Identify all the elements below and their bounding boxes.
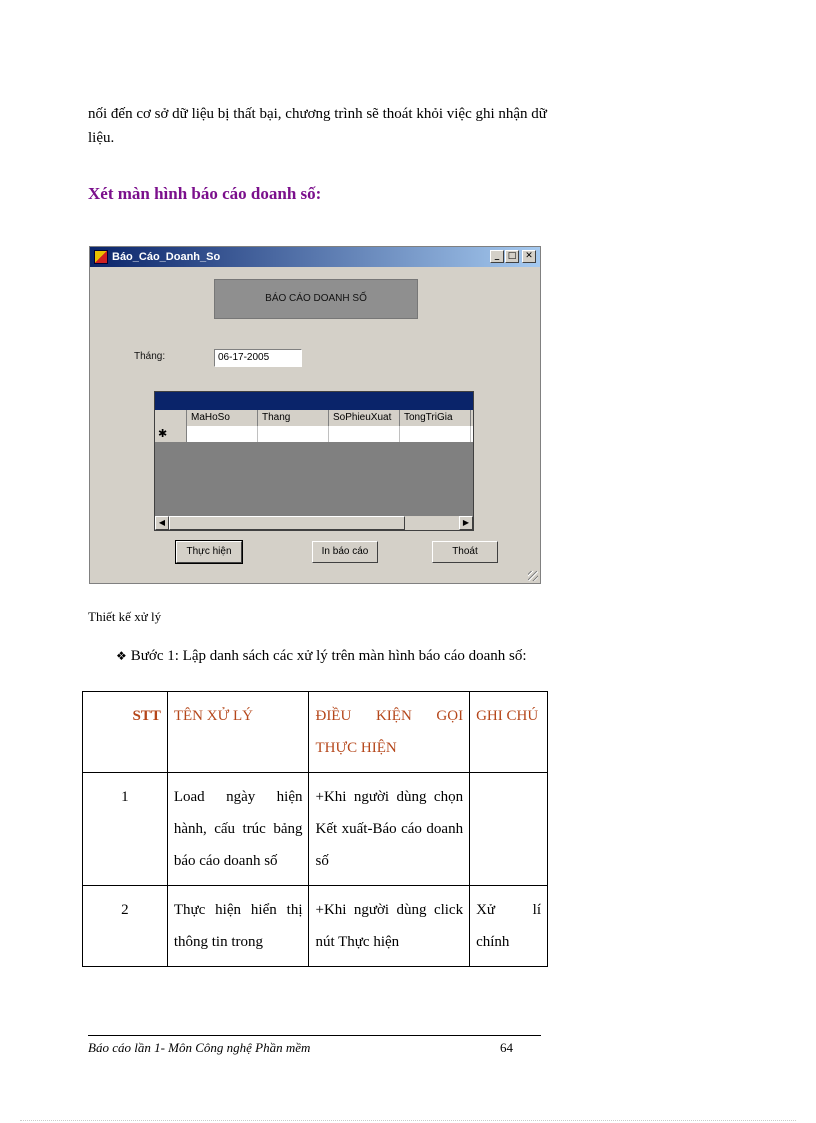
row-condition: +Khi người dùng chọn Kết xuất-Báo cáo doanh số [309,773,470,886]
section-heading: Xét màn hình báo cáo doanh số: [88,184,322,203]
grid-column-header[interactable]: TongTriGia [400,410,471,426]
diamond-bullet-icon: ❖ [116,649,127,663]
header-name: TÊN XỬ LÝ [167,692,309,773]
row-note: Xử lí chính [470,886,548,967]
window-titlebar [90,247,540,267]
header-condition: ĐIỀU KIỆN GỌI THỰC HIỆN [309,692,470,773]
row-name: Thực hiện hiển thị thông tin trong [167,886,309,967]
execute-button[interactable]: Thực hiện [176,541,242,563]
grid-header-row [155,410,473,426]
app-icon [94,250,108,264]
footer-divider [88,1035,541,1036]
close-icon[interactable]: ✕ [522,250,536,263]
header-note: GHI CHÚ [470,692,548,773]
grid-horizontal-scrollbar[interactable] [155,516,473,530]
processing-table [82,691,548,967]
table-header-row [83,692,548,773]
intro-paragraph: nối đến cơ sở dữ liệu bị thất bại, chương trình sẽ thoát khỏi việc ghi nhận dữ liệu. [88,106,547,146]
footer-text: Báo cáo lần 1- Môn Công nghệ Phần mềm [88,1040,311,1055]
month-label: Tháng: [134,351,166,362]
maximize-icon[interactable]: □ [505,250,519,263]
table-row [83,773,548,886]
grid-caption-bar [155,392,473,410]
exit-button[interactable]: Thoát [432,541,498,563]
resize-grip-icon[interactable] [528,571,538,581]
window-title: Báo_Cáo_Doanh_So [112,251,221,263]
grid-cell[interactable] [400,426,471,442]
design-label: Thiết kế xử lý [88,609,162,624]
print-report-button[interactable]: In báo cáo [312,541,378,563]
row-condition: +Khi người dùng click nút Thực hiện [309,886,470,967]
grid-cell[interactable] [329,426,400,442]
step-1-bullet [116,646,536,667]
scroll-thumb[interactable] [169,516,405,530]
scroll-left-icon[interactable]: ◀ [155,516,169,530]
sales-datagrid[interactable] [154,391,474,531]
grid-cell[interactable] [258,426,329,442]
page-number: 64 [500,1040,513,1055]
grid-column-header[interactable]: Thang [258,410,329,426]
row-stt: 2 [83,886,168,967]
row-name: Load ngày hiện hành, cấu trúc bảng báo cáo doanh số [167,773,309,886]
page-bottom-dotted-line [20,1120,796,1122]
report-window-screenshot [89,246,541,584]
table-row [83,886,548,967]
row-stt: 1 [83,773,168,886]
step-1-text: Bước 1: Lập danh sách các xử lý trên màn hình báo cáo doanh số: [130,648,527,664]
grid-column-header[interactable]: MaHoSo [187,410,258,426]
grid-new-row[interactable] [155,426,473,442]
grid-cell[interactable] [187,426,258,442]
grid-corner-cell [155,410,187,426]
row-note [470,773,548,886]
grid-column-header[interactable]: SoPhieuXuat [329,410,400,426]
scroll-right-icon[interactable]: ▶ [459,516,473,530]
minimize-icon[interactable]: _ [490,250,504,263]
report-banner: BÁO CÁO DOANH SỐ [214,279,418,319]
header-stt: STT [83,692,168,773]
month-date-field[interactable]: 06-17-2005 [214,349,302,367]
new-row-icon: ✱ [155,426,187,442]
